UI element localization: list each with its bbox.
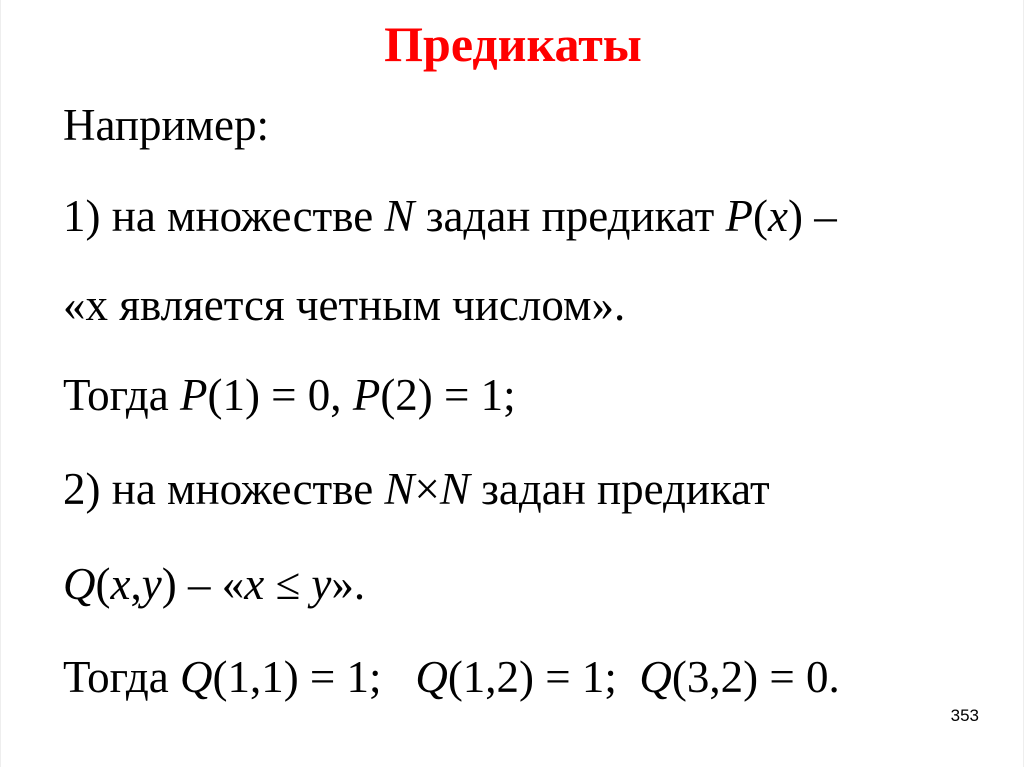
math-variable: Q bbox=[179, 652, 213, 702]
text-line-example-1-values bbox=[63, 368, 516, 422]
math-variable: Q bbox=[639, 652, 672, 702]
text-segment: , bbox=[130, 559, 142, 609]
text-line-example-2-values bbox=[63, 650, 840, 704]
slide-title: Предикаты bbox=[384, 16, 642, 72]
math-variable: P bbox=[179, 370, 208, 420]
text-segment: ». bbox=[331, 559, 366, 609]
math-variable: N bbox=[384, 464, 415, 514]
text-line-example-2 bbox=[63, 462, 770, 516]
text-segment: (1,1) = 1; bbox=[212, 652, 416, 702]
text-segment: ) – bbox=[787, 191, 837, 241]
math-variable: x bbox=[110, 559, 131, 609]
page-number: 353 bbox=[950, 706, 979, 725]
math-variable: y bbox=[141, 559, 162, 609]
math-variable: P bbox=[352, 370, 381, 420]
text-segment: ) – « bbox=[161, 559, 245, 609]
text-line-example-1 bbox=[63, 189, 837, 243]
text-segment: задан предикат bbox=[469, 464, 770, 514]
text-segment: (1,2) = 1; bbox=[447, 652, 640, 702]
text-line-example-2-definition bbox=[63, 557, 365, 611]
math-variable: x bbox=[767, 191, 788, 241]
text-segment: ≤ bbox=[264, 559, 312, 609]
text-segment: Тогда bbox=[63, 652, 180, 702]
text-segment: 2) на множестве bbox=[63, 464, 385, 514]
math-variable: P bbox=[725, 191, 753, 241]
text-segment: × bbox=[414, 464, 440, 514]
text-segment: ( bbox=[95, 559, 111, 609]
math-variable: x bbox=[244, 559, 265, 609]
text-segment: (1) = 0, bbox=[207, 370, 353, 420]
text-segment: (3,2) = 0. bbox=[671, 652, 840, 702]
text-segment: задан предикат bbox=[414, 191, 726, 241]
text-line-example-intro bbox=[63, 98, 269, 152]
text-line-example-1-definition bbox=[63, 278, 625, 332]
math-variable: N bbox=[439, 464, 470, 514]
math-variable: N bbox=[384, 191, 415, 241]
math-variable: y bbox=[311, 559, 332, 609]
text-segment: 1) на множестве bbox=[63, 191, 385, 241]
text-segment: Например: bbox=[63, 100, 269, 150]
math-variable: Q bbox=[415, 652, 448, 702]
text-segment: (2) = 1; bbox=[380, 370, 516, 420]
math-variable: Q bbox=[63, 559, 96, 609]
text-segment: Тогда bbox=[63, 370, 180, 420]
text-segment: «х является четным числом». bbox=[63, 280, 626, 330]
text-segment: ( bbox=[752, 191, 768, 241]
